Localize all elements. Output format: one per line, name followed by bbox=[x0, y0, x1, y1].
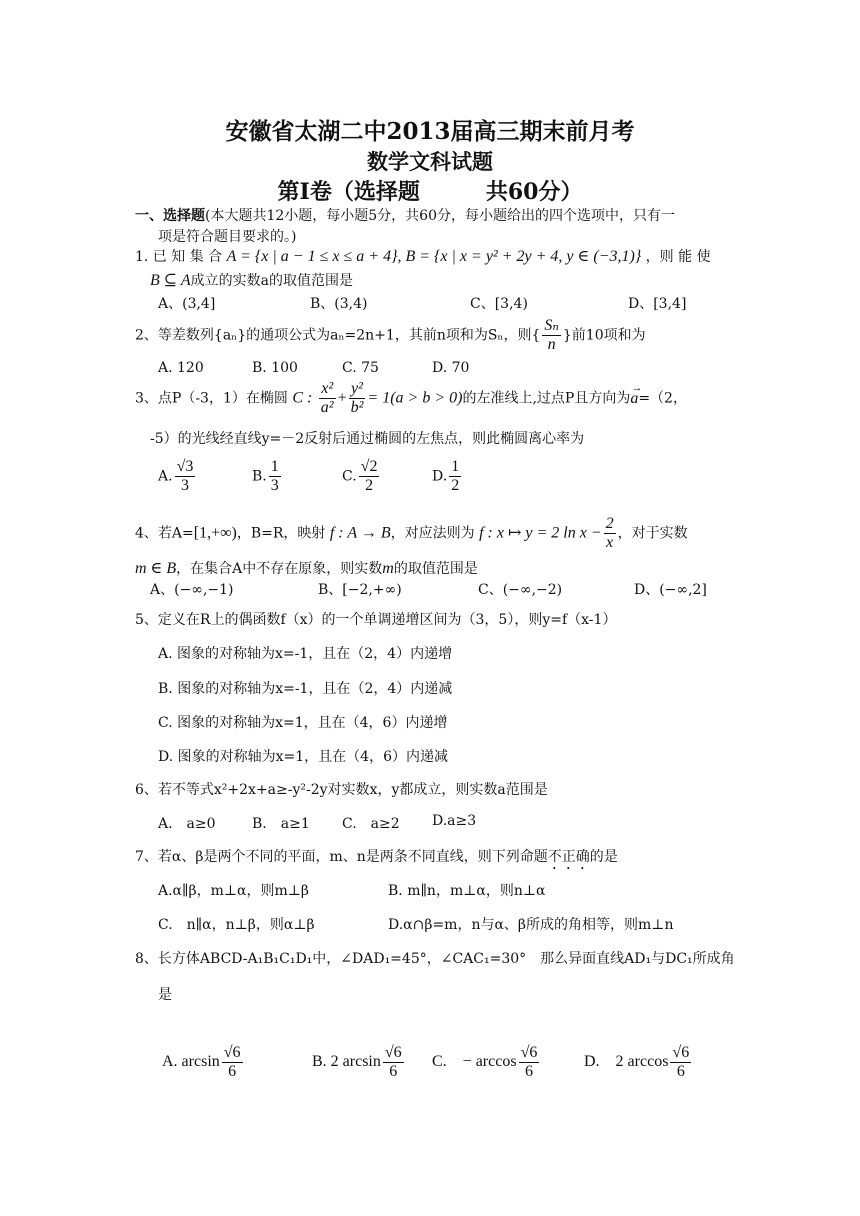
q1-lead: 1. 已 知 集 合 bbox=[135, 249, 223, 265]
q4-frac bbox=[604, 515, 616, 552]
q4-m: m bbox=[382, 560, 394, 577]
q3-b-num: 1 bbox=[270, 458, 279, 475]
q4-option-c[interactable]: C、(−∞,−2) bbox=[478, 582, 563, 598]
q3-curve: C : bbox=[292, 389, 313, 407]
q8-d-label: D. 2 arccos bbox=[584, 1053, 669, 1071]
question-6: 6、若不等式x²+2x+a≥-y²-2y对实数x，y都成立，则实数a范围是 bbox=[135, 782, 548, 798]
q8-a-label: A. arcsin bbox=[162, 1053, 220, 1071]
q3-plus: + bbox=[337, 389, 347, 407]
q8-d-frac bbox=[670, 1044, 691, 1081]
q6-option-d[interactable]: D.a≥3 bbox=[432, 813, 477, 829]
q3-option-a[interactable] bbox=[158, 458, 197, 495]
q2-option-b[interactable]: B. 100 bbox=[252, 360, 298, 376]
q3-x2: x² bbox=[319, 380, 336, 399]
q4-option-d[interactable]: D、(−∞,2] bbox=[634, 582, 707, 598]
q4-line2-end: 的取值范围是 bbox=[393, 561, 478, 577]
q4-option-b[interactable]: B、[−2,+∞) bbox=[318, 582, 402, 598]
q3-c-frac bbox=[359, 458, 380, 495]
section-label: 一、选择题 bbox=[135, 208, 205, 224]
question-1 bbox=[135, 246, 711, 266]
q6-option-a[interactable]: A. a≥0 bbox=[158, 816, 216, 832]
section-intro-b: 项是符合题目要求的。) bbox=[158, 229, 297, 245]
q1-line2 bbox=[150, 270, 353, 290]
q5-option-a[interactable]: A. 图象的对称轴为x=-1，且在（2，4）内递增 bbox=[158, 646, 453, 662]
section-intro-a: (本大题共12小题，每小题5分，共60分，每小题给出的四个选项中，只有一 bbox=[205, 208, 675, 224]
q3-line2: -5）的光线经直线y=－2反射后通过椭圆的左焦点，则此椭圆离心率为 bbox=[150, 431, 585, 447]
q7-option-d[interactable]: D.α∩β=m，n与α、β所成的角相等，则m⊥n bbox=[388, 917, 674, 933]
q3-option-c[interactable] bbox=[342, 458, 381, 495]
q3-frac-y bbox=[349, 380, 366, 417]
q6-option-c[interactable]: C. a≥2 bbox=[342, 816, 400, 832]
q8-d-num: √6 bbox=[672, 1044, 690, 1061]
q4-frac-den: x bbox=[606, 534, 614, 551]
question-5: 5、定义在R上的偶函数f（x）的一个单调递增区间为（3，5），则y=f（x-1） bbox=[135, 612, 617, 628]
q3-lead: 3、点P（-3，1）在椭圆 bbox=[135, 390, 288, 407]
q8-c-num: √6 bbox=[520, 1044, 538, 1061]
q3-a-num: √3 bbox=[176, 458, 194, 475]
q1-tail: ，则 能 使 bbox=[645, 249, 711, 265]
q8-option-d[interactable] bbox=[584, 1044, 693, 1081]
q8-c-den: 6 bbox=[524, 1063, 533, 1080]
question-3 bbox=[135, 380, 687, 417]
q1-option-c[interactable]: C、[3,4) bbox=[470, 296, 528, 312]
q5-option-d[interactable]: D. 图象的对称轴为x=1，且在（4，6）内递减 bbox=[158, 749, 448, 765]
q3-b-den: 3 bbox=[270, 477, 279, 494]
q5-option-c[interactable]: C. 图象的对称轴为x=1，且在（4，6）内递增 bbox=[158, 715, 448, 731]
q8-option-c[interactable] bbox=[432, 1044, 541, 1081]
q3-d-frac bbox=[449, 458, 461, 495]
q1-option-b[interactable]: B、(3,4) bbox=[310, 296, 368, 312]
q4-mB: m ∈ B bbox=[135, 560, 177, 577]
q8-c-frac bbox=[519, 1044, 540, 1081]
exam-title: 安徽省太湖二中2013届高三期末前月考 bbox=[225, 118, 635, 145]
question-7 bbox=[135, 846, 618, 873]
q2-option-a[interactable]: A. 120 bbox=[158, 360, 204, 376]
q1-line2-text: 成立的实数a的取值范围是 bbox=[190, 273, 354, 289]
q3-c-num: √2 bbox=[360, 458, 378, 475]
q8-option-b[interactable] bbox=[312, 1044, 406, 1081]
q4-line2-text: ，在集合A中不存在原象，则实数 bbox=[176, 561, 383, 577]
q7-option-c[interactable]: C. n∥α，n⊥β，则α⊥β bbox=[158, 917, 315, 933]
q2-tail: }前10项和为 bbox=[562, 327, 646, 344]
q5-option-b[interactable]: B. 图象的对称轴为x=-1，且在（2，4）内递减 bbox=[158, 681, 453, 697]
q3-d-den: 2 bbox=[451, 477, 460, 494]
q8-d-den: 6 bbox=[676, 1063, 685, 1080]
q3-end: =（2， bbox=[638, 390, 687, 407]
q3-vector bbox=[630, 381, 643, 407]
q7-option-a[interactable]: A.α∥β，m⊥α，则m⊥β bbox=[158, 883, 310, 899]
q4-mid2: ，对应法则为 bbox=[390, 525, 475, 542]
q3-b-frac bbox=[269, 458, 281, 495]
q3-c-label: C. bbox=[342, 468, 357, 485]
q7-stem-c: 的是 bbox=[589, 849, 618, 865]
q3-a2: a² bbox=[320, 399, 334, 416]
q3-a-frac bbox=[175, 458, 196, 495]
q4-map: f : A → B bbox=[329, 524, 391, 542]
q4-setA: [1,+∞) bbox=[193, 524, 237, 542]
q8-b-label: B. 2 arcsin bbox=[312, 1053, 381, 1071]
q3-y2: y² bbox=[349, 380, 366, 399]
q7-emphasis: 不正确 bbox=[547, 849, 590, 865]
q4-lead: 4、若A= bbox=[135, 525, 194, 542]
q7-stem-a: 7、若α、β是两个不同的平面，m、n是两条不同直线，则下列命题 bbox=[135, 849, 548, 865]
q3-option-b[interactable] bbox=[252, 458, 283, 495]
q3-d-num: 1 bbox=[451, 458, 460, 475]
q1-subset: B ⊆ A bbox=[150, 272, 191, 289]
exam-subtitle: 数学文科试题 bbox=[367, 149, 493, 174]
q3-vec-letter: a bbox=[630, 389, 639, 407]
q3-cond: = 1(a > b > 0) bbox=[367, 389, 463, 407]
q3-frac-x bbox=[319, 380, 336, 417]
q8-a-den: 6 bbox=[228, 1063, 237, 1080]
q8-b-frac bbox=[383, 1044, 404, 1081]
q2-option-d[interactable]: D. 70 bbox=[432, 360, 470, 376]
q8-option-a[interactable] bbox=[162, 1044, 245, 1081]
question-8: 8、长方体ABCD-A₁B₁C₁D₁中，∠DAD₁=45°，∠CAC₁=30° 那么异面直线AD₁与DC₁所成角 bbox=[135, 951, 735, 967]
q1-option-d[interactable]: D、[3,4] bbox=[628, 296, 687, 312]
q4-rule: f : x ↦ y = 2 ln x − bbox=[479, 524, 602, 542]
q3-mid: 的左准线上,过点P且方向为 bbox=[462, 390, 631, 407]
q8-a-num: √6 bbox=[223, 1044, 241, 1061]
q3-c-den: 2 bbox=[365, 477, 374, 494]
q8-b-den: 6 bbox=[389, 1063, 398, 1080]
q2-fraction bbox=[542, 317, 560, 354]
q3-b2: b² bbox=[350, 399, 364, 416]
q2-frac-num: Sₙ bbox=[544, 317, 559, 334]
q4-frac-num: 2 bbox=[605, 515, 614, 532]
q8-a-frac bbox=[222, 1044, 243, 1081]
q7-option-b[interactable]: B. m∥n，m⊥α，则n⊥α bbox=[388, 883, 546, 899]
q3-d-label: D. bbox=[432, 468, 448, 485]
q4-option-a[interactable]: A、(−∞,−1) bbox=[150, 582, 234, 598]
q6-option-b[interactable]: B. a≥1 bbox=[252, 816, 310, 832]
q3-a-label: A. bbox=[158, 468, 173, 485]
q1-option-a[interactable]: A、(3,4] bbox=[158, 296, 216, 312]
vector-arrow-icon: → bbox=[631, 381, 643, 394]
q8-stem-b: 是 bbox=[158, 987, 172, 1003]
q2-frac-den: n bbox=[547, 336, 556, 353]
q8-b-num: √6 bbox=[384, 1044, 402, 1061]
question-4 bbox=[135, 515, 688, 552]
q3-a-den: 3 bbox=[180, 477, 189, 494]
section-heading bbox=[135, 205, 675, 225]
part-title: 第Ⅰ卷（选择题 共60分） bbox=[277, 179, 583, 205]
q4-mid1: ，B=R，映射 bbox=[236, 525, 326, 542]
question-2 bbox=[135, 317, 646, 354]
q4-line2 bbox=[135, 558, 478, 578]
q2-option-c[interactable]: C. 75 bbox=[342, 360, 379, 376]
q8-c-label: C. − arccos bbox=[432, 1053, 517, 1071]
q1-sets: A = {x | a − 1 ≤ x ≤ a + 4}, B = {x | x = y² + 2y + 4, y ∈ (−3,1)} bbox=[226, 248, 642, 265]
q4-tail: ，对于实数 bbox=[617, 525, 688, 542]
q3-option-d[interactable] bbox=[432, 458, 463, 495]
q3-b-label: B. bbox=[252, 468, 267, 485]
q2-lead: 2、等差数列{aₙ}的通项公式为aₙ=2n+1，其前n项和为Sₙ，则{ bbox=[135, 327, 541, 344]
